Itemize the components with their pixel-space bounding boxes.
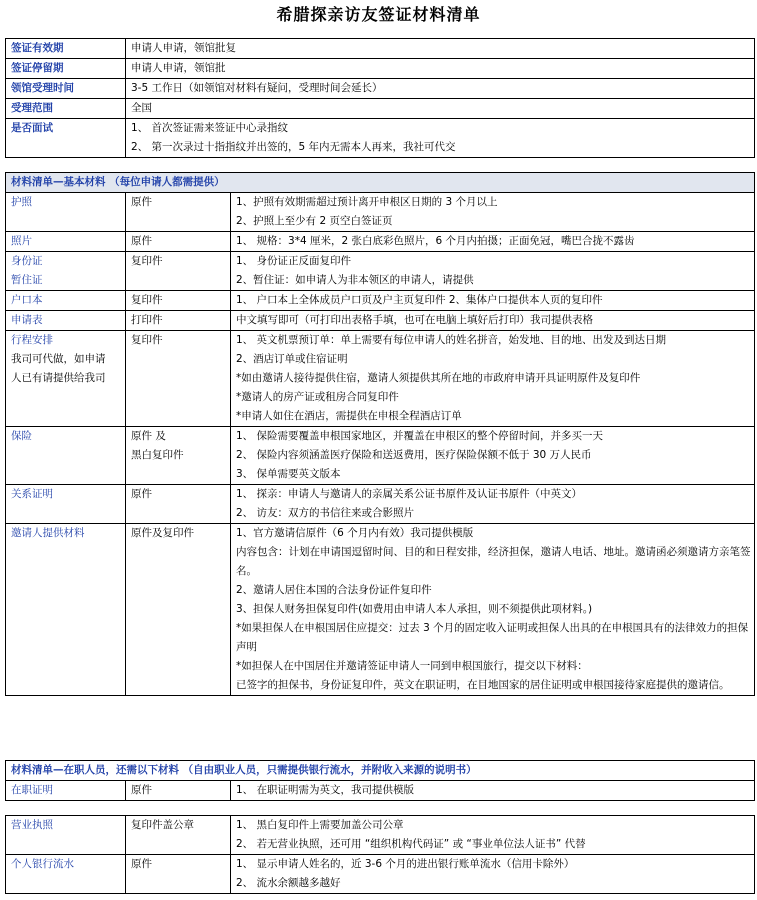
material-detail-line: *如担保人在中国居住并邀请签证申请人一同到申根国旅行，提交以下材料： [236, 660, 588, 672]
summary-row [6, 39, 755, 59]
material-name-cell [6, 524, 126, 696]
material-detail-cell [231, 781, 755, 801]
material-name: 户口本 [11, 294, 43, 306]
summary-row [6, 119, 755, 158]
material-name-cell [6, 781, 126, 801]
material-detail-line: *如由邀请人接待提供住宿，邀请人须提供其所在地的市政府申请开具证明原件及复印件 [236, 372, 641, 384]
section-header-basic [6, 173, 755, 193]
material-row [6, 524, 755, 696]
material-detail-cell [231, 193, 755, 232]
material-detail-line: 中文填写即可（可打印出表格手填，也可在电脑上填好后打印）我司提供表格 [236, 314, 593, 326]
summary-row [6, 59, 755, 79]
material-detail-line: 1、官方邀请信原件（6 个月内有效）我司提供模版 [236, 527, 474, 539]
material-type: 复印件 [131, 255, 163, 267]
material-detail-line: *邀请人的房产证或租房合同复印件 [236, 391, 399, 403]
material-name-cell [6, 331, 126, 427]
material-detail-line: 1、 英文机票预订单：单上需要有每位申请人的姓名拼音，始发地、目的地、出发及到达日期 [236, 334, 667, 346]
section-header-employed [6, 761, 755, 781]
material-name-cell [6, 252, 126, 291]
summary-value-line: 2、 第一次录过十指指纹并出签的，5 年内无需本人再来，我社可代交 [131, 141, 456, 153]
material-note: 人已有请提供给我司 [11, 372, 106, 384]
material-detail-line: 1、 黑白复印件上需要加盖公司公章 [236, 819, 404, 831]
summary-value-line: 全国 [131, 102, 152, 114]
material-detail-cell [231, 485, 755, 524]
material-row [6, 816, 755, 855]
material-type: 原件 [131, 488, 152, 500]
summary-value-cell [126, 119, 755, 158]
material-detail-line: 1、护照有效期需超过预计离开申根区日期的 3 个月以上 [236, 196, 498, 208]
material-type-cell [126, 485, 231, 524]
material-name: 护照 [11, 196, 32, 208]
summary-row [6, 99, 755, 119]
material-row [6, 232, 755, 252]
material-type: 打印件 [131, 314, 163, 326]
summary-label: 受理范围 [11, 102, 53, 114]
material-type-cell [126, 816, 231, 855]
section-header-employed-text: 材料清单—在职人员，还需以下材料 （自由职业人员，只需提供银行流水，并附收入来源的说明书） [6, 761, 755, 781]
material-detail-cell [231, 291, 755, 311]
section-header-basic-text: 材料清单—基本材料 （每位申请人都需提供） [6, 173, 755, 193]
material-name-cell [6, 193, 126, 232]
material-type: 复印件 [131, 334, 163, 346]
material-type: 复印件 [131, 294, 163, 306]
material-name: 照片 [11, 235, 32, 247]
material-detail-line: 2、护照上至少有 2 页空白签证页 [236, 215, 393, 227]
material-type: 原件 [131, 858, 152, 870]
summary-row [6, 79, 755, 99]
material-name: 身份证 [11, 255, 43, 267]
material-type-cell [126, 311, 231, 331]
material-detail-cell [231, 252, 755, 291]
material-name: 邀请人提供材料 [11, 527, 85, 539]
material-name: 关系证明 [11, 488, 53, 500]
material-type-cell [126, 193, 231, 232]
material-row [6, 427, 755, 485]
material-name: 申请表 [11, 314, 43, 326]
summary-label-cell [6, 39, 126, 59]
summary-value-line: 1、 首次签证需来签证中心录指纹 [131, 122, 289, 134]
material-detail-line: 内容包含：计划在申请国逗留时间、目的和日程安排，经济担保，邀请人电话、地址。邀请函必须邀请方亲笔签名。 [236, 546, 751, 577]
material-note: 我司可代做，如申请 [11, 353, 106, 365]
summary-label-cell [6, 59, 126, 79]
material-name: 暂住证 [11, 274, 43, 286]
material-detail-line: 1、 规格：3*4 厘米，2 张白底彩色照片，6 个月内拍摄；正面免冠，嘴巴合拢不露齿 [236, 235, 635, 247]
material-name: 保险 [11, 430, 32, 442]
material-type: 原件 [131, 196, 152, 208]
material-row [6, 485, 755, 524]
summary-label: 签证停留期 [11, 62, 64, 74]
material-name: 营业执照 [11, 819, 53, 831]
material-detail-line: 3、 保单需要英文版本 [236, 468, 341, 480]
material-name: 在职证明 [11, 784, 53, 796]
material-name: 行程安排 [11, 334, 53, 346]
material-detail-line: 已签字的担保书，身份证复印件，英文在职证明，在目地国家的居住证明或申根国接待家庭提供的邀请信。 [236, 679, 730, 691]
material-name-cell [6, 855, 126, 894]
material-name-cell [6, 485, 126, 524]
summary-value-line: 3-5 工作日（如领馆对材料有疑问，受理时间会延长） [131, 82, 383, 94]
material-detail-line: *申请人如住在酒店，需提供在申根全程酒店订单 [236, 410, 462, 422]
material-type-cell [126, 331, 231, 427]
material-detail-line: 2、暂住证：如申请人为非本领区的申请人，请提供 [236, 274, 474, 286]
material-detail-line: 1、 显示申请人姓名的，近 3-6 个月的进出银行账单流水（信用卡除外） [236, 858, 575, 870]
material-detail-line: 2、酒店订单或住宿证明 [236, 353, 348, 365]
material-name-cell [6, 427, 126, 485]
material-type-cell [126, 781, 231, 801]
material-type-cell [126, 524, 231, 696]
material-row [6, 781, 755, 801]
material-type: 复印件盖公章 [131, 819, 194, 831]
summary-label: 是否面试 [11, 122, 53, 134]
material-detail-line: 2、 保险内容须涵盖医疗保险和送返费用，医疗保险保额不低于 30 万人民币 [236, 449, 592, 461]
material-detail-line: 2、邀请人居住本国的合法身份证件复印件 [236, 584, 432, 596]
material-detail-cell [231, 816, 755, 855]
material-name-cell [6, 816, 126, 855]
material-detail-line: 2、 访友：双方的书信往来或合影照片 [236, 507, 415, 519]
basic-materials-table [5, 172, 755, 696]
material-type: 原件 及 [131, 430, 166, 442]
material-row [6, 855, 755, 894]
material-name-cell [6, 311, 126, 331]
material-detail-cell [231, 855, 755, 894]
material-detail-line: 2、 若无营业执照，还可用 “组织机构代码证” 或 “事业单位法人证书” 代替 [236, 838, 586, 850]
material-row [6, 291, 755, 311]
material-type-cell [126, 232, 231, 252]
material-row [6, 311, 755, 331]
material-row [6, 252, 755, 291]
material-detail-line: *如果担保人在申根国居住应提交：过去 3 个月的固定收入证明或担保人出具的在申根国具有的法律效力的担保声明 [236, 622, 749, 653]
material-name: 个人银行流水 [11, 858, 74, 870]
summary-value-cell [126, 99, 755, 119]
business-materials-table [5, 815, 755, 894]
material-detail-line: 1、 户口本上全体成员户口页及户主页复印件 2、集体户口提供本人页的复印件 [236, 294, 603, 306]
material-type: 原件 [131, 235, 152, 247]
material-detail-cell [231, 524, 755, 696]
summary-label-cell [6, 119, 126, 158]
material-type: 原件及复印件 [131, 527, 194, 539]
material-detail-line: 1、 身份证正反面复印件 [236, 255, 352, 267]
summary-label-cell [6, 99, 126, 119]
material-detail-line: 1、 保险需要覆盖申根国家地区，并覆盖在申根区的整个停留时间，并多买一天 [236, 430, 604, 442]
document-title: 希腊探亲访友签证材料清单 [276, 5, 481, 24]
summary-value-cell [126, 59, 755, 79]
material-type: 原件 [131, 784, 152, 796]
material-row [6, 331, 755, 427]
material-name-cell [6, 232, 126, 252]
material-type: 黑白复印件 [131, 449, 184, 461]
material-type-cell [126, 252, 231, 291]
material-row [6, 193, 755, 232]
material-detail-line: 1、 在职证明需为英文，我司提供模版 [236, 784, 415, 796]
employed-materials-table [5, 760, 755, 801]
material-detail-line: 2、 流水余额越多越好 [236, 877, 341, 889]
summary-value-cell [126, 39, 755, 59]
material-detail-cell [231, 232, 755, 252]
summary-label: 领馆受理时间 [11, 82, 74, 94]
material-detail-cell [231, 331, 755, 427]
material-type-cell [126, 291, 231, 311]
summary-label: 签证有效期 [11, 42, 64, 54]
material-type-cell [126, 427, 231, 485]
material-detail-line: 1、 探亲：申请人与邀请人的亲属关系公证书原件及认证书原件（中英文） [236, 488, 583, 500]
summary-label-cell [6, 79, 126, 99]
material-detail-line: 3、担保人财务担保复印件(如费用由申请人本人承担，则不须提供此项材料。) [236, 603, 593, 615]
summary-value-line: 申请人申请，领馆批复 [131, 42, 236, 54]
material-name-cell [6, 291, 126, 311]
material-detail-cell [231, 427, 755, 485]
material-detail-cell [231, 311, 755, 331]
summary-table [5, 38, 755, 158]
summary-value-cell [126, 79, 755, 99]
summary-value-line: 申请人申请，领馆批 [131, 62, 226, 74]
material-type-cell [126, 855, 231, 894]
